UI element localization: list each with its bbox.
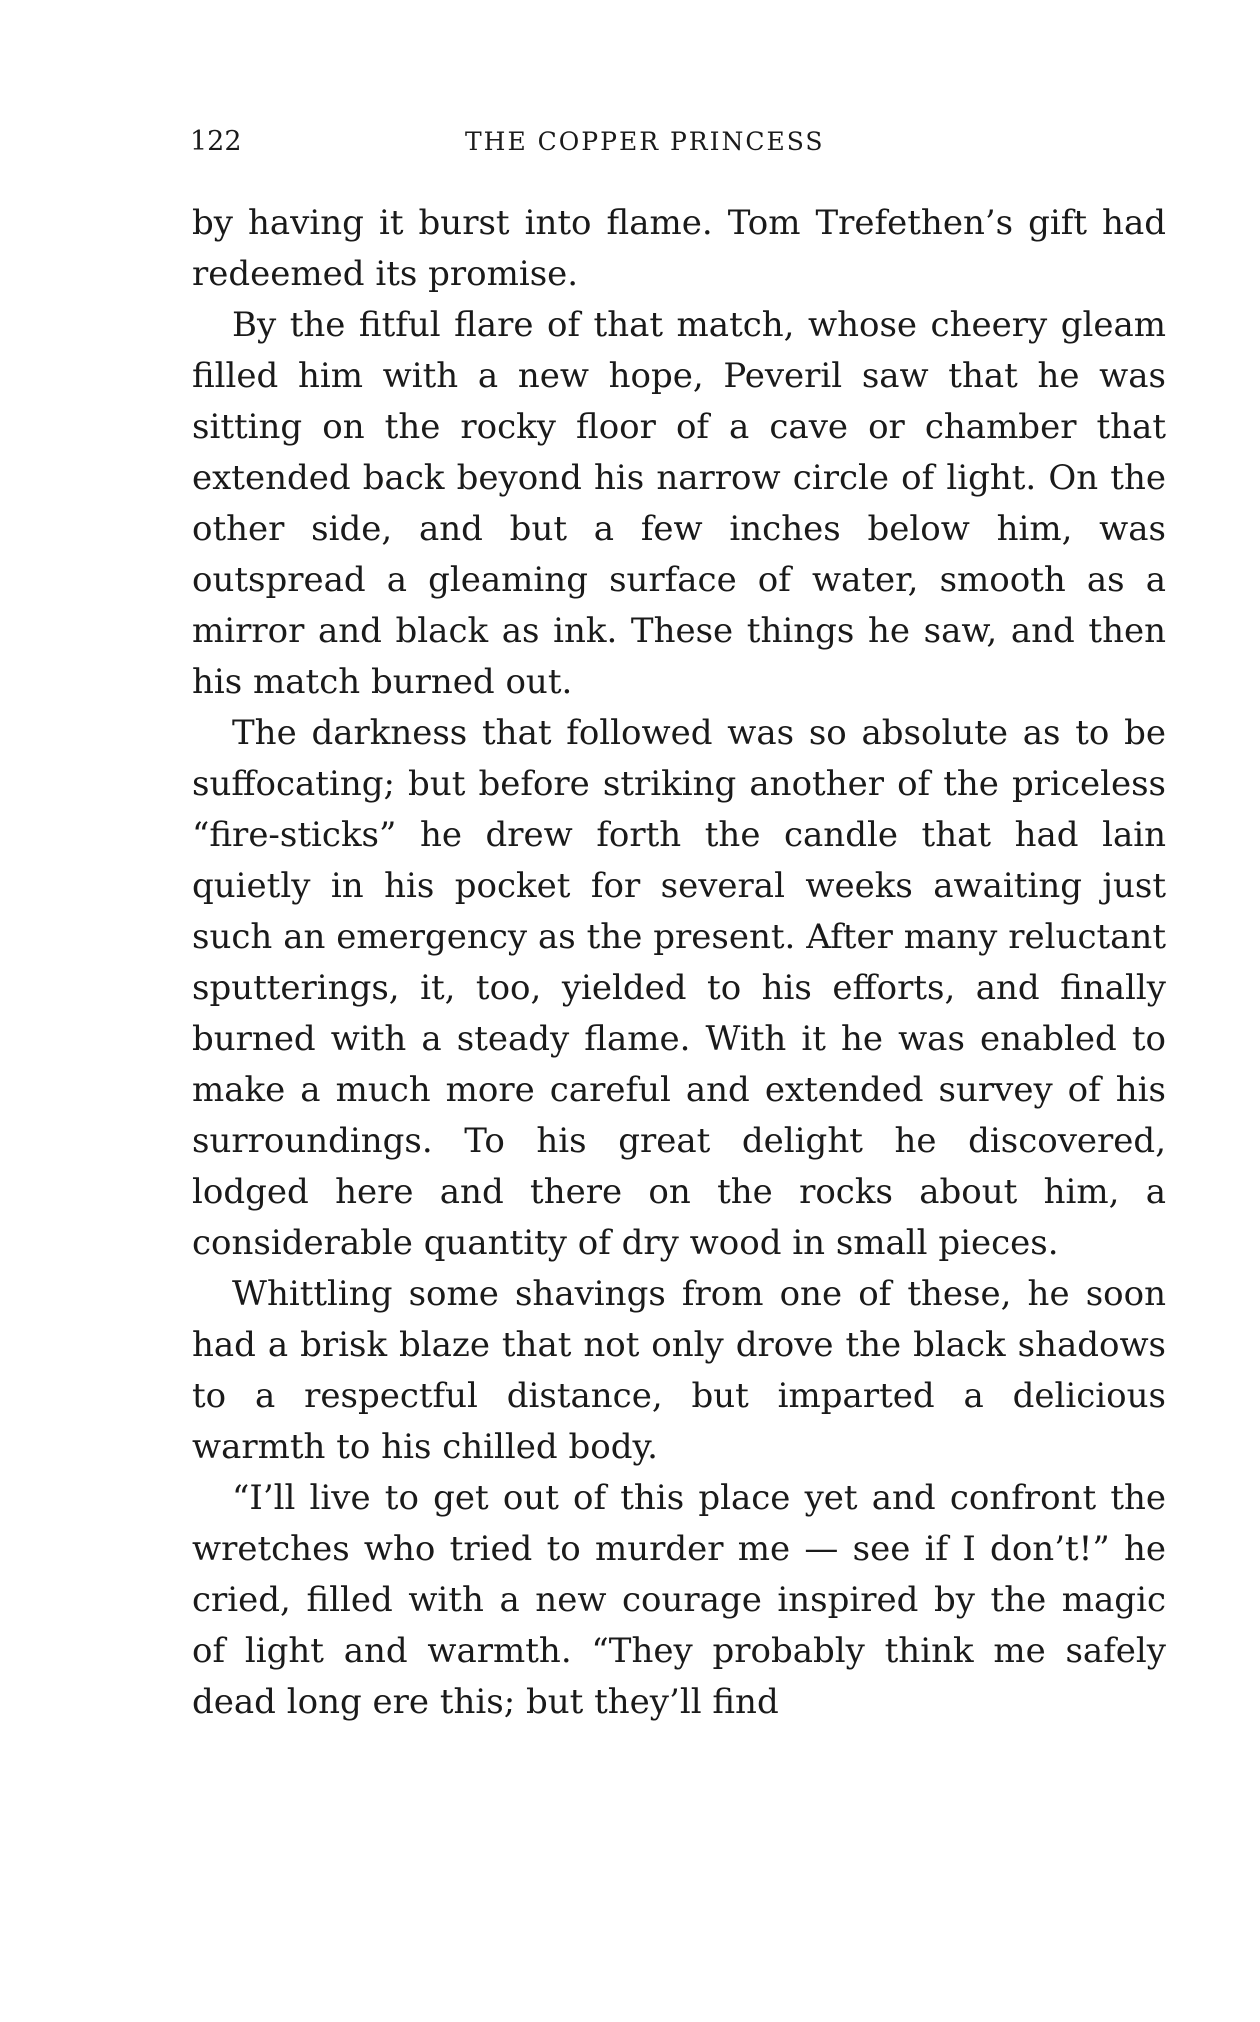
page-number: 122: [190, 126, 242, 157]
paragraph-match-flare: By the fitful flare of that match, whose cheery gleam filled him with a new hope, Peveril saw that he was sitting on the rocky floor of a cave or chamber that extended back beyond his narrow circle of light. On the other side, and but a few inches below him, was outspread a gleaming surface of water, smooth as a mirror and black as ink. These things he saw, and then his match burned out.: [192, 305, 1166, 702]
body-text: [192, 198, 1166, 1728]
paragraph-dialogue: “I’ll live to get out of this place yet and confront the wretches who tried to murder me — see if I don’t!” he cried, filled with a new courage inspired by the magic of light and warmth. “They probably think me safely dead long ere this; but they’ll find: [192, 1478, 1166, 1722]
running-head: [190, 122, 1165, 162]
paragraph-darkness: The darkness that followed was so absolute as to be suffocating; but before striking another of the priceless “fire-sticks” he drew forth the candle that had lain quietly in his pocket for several weeks awaiting just such an emergency as the present. After many reluctant sputterings, it, too, yielded to his efforts, and finally burned with a steady flame. With it he was enabled to make a much more careful and extended survey of his surroundings. To his great delight he discovered, lodged here and there on the rocks about him, a considerable quantity of dry wood in small pieces.: [192, 713, 1166, 1263]
book-title: THE COPPER PRINCESS: [465, 127, 825, 156]
paragraph-continued: by having it burst into flame. Tom Trefethen’s gift had redeemed its promise.: [192, 203, 1166, 294]
paragraph-whittling: Whittling some shavings from one of these, he soon had a brisk blaze that not only drove the black shadows to a respectful distance, but imparted a delicious warmth to his chilled body.: [192, 1274, 1166, 1467]
